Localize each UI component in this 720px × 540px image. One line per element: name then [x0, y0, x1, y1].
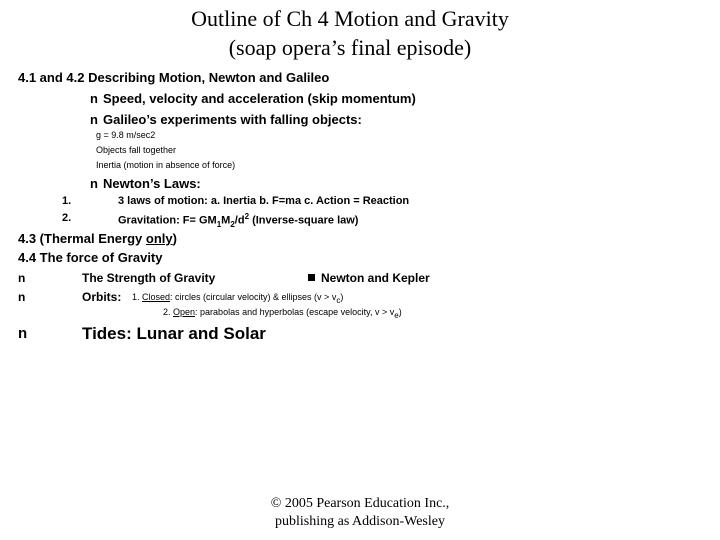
bullet-newton-laws — [90, 176, 201, 191]
bullet-speed-text: Speed, velocity and acceleration (skip momentum) — [103, 91, 416, 106]
bullet-icon-tides: n — [18, 325, 28, 342]
law-2-sub2: 2 — [230, 219, 235, 229]
orbit-open-sub: e — [394, 310, 399, 320]
slide-title-line2: (soap opera’s final episode) — [228, 35, 472, 60]
law-2-sup: 2 — [244, 212, 250, 221]
section-4-3-only: only — [145, 231, 173, 246]
law-2-m: M — [221, 214, 231, 227]
square-bullet-icon — [308, 274, 315, 281]
bullet-icon-strength: n — [18, 271, 26, 285]
orbit-closed-end: ) — [340, 292, 344, 302]
galileo-detail-2: Objects fall together — [96, 145, 177, 155]
orbit-open-end: ) — [398, 307, 402, 317]
law-2-text — [118, 212, 358, 229]
orbit-closed-sub: c — [336, 295, 341, 305]
bullet-icon: n — [90, 112, 98, 127]
bullet-galileo — [90, 112, 362, 127]
section-4-4-heading: 4.4 The force of Gravity — [18, 250, 163, 265]
law-number-1: 1. — [62, 195, 72, 207]
law-1-text: 3 laws of motion: a. Inertia b. F=ma c. Action = Reaction — [118, 195, 410, 207]
orbit-open-under: Open — [173, 307, 196, 317]
slide-title-line1: Outline of Ch 4 Motion and Gravity — [191, 6, 509, 31]
orbit-closed-prefix: 1. — [132, 292, 143, 302]
orbit-open-text — [163, 307, 402, 320]
section-4-3-heading — [18, 231, 177, 246]
orbit-open-body: : parabolas and hyperbolas (escape velocity, v > v — [195, 307, 395, 317]
orbit-open-prefix: 2. — [163, 307, 174, 317]
orbit-closed-body: : circles (circular velocity) & ellipses (v > v — [170, 292, 337, 302]
law-2-suffix: (Inverse-square law) — [249, 214, 359, 227]
orbits-label: Orbits: — [82, 290, 122, 304]
tides-text: Tides: Lunar and Solar — [82, 324, 266, 343]
bullet-galileo-text: Galileo’s experiments with falling objects: — [103, 112, 362, 127]
footer-copyright: © 2005 Pearson Education Inc., — [270, 496, 450, 511]
law-number-2: 2. — [62, 212, 72, 224]
bullet-icon: n — [90, 91, 98, 106]
strength-of-gravity-text: The Strength of Gravity — [82, 271, 216, 285]
newton-kepler-text: Newton and Kepler — [321, 271, 430, 285]
bullet-speed — [90, 91, 416, 106]
law-2-sub1: 1 — [216, 219, 222, 229]
footer-publisher: publishing as Addison-Wesley — [275, 514, 445, 529]
bullet-icon: n — [90, 176, 98, 191]
law-2-d: /d — [234, 214, 245, 227]
newton-kepler-item — [308, 271, 430, 285]
orbit-closed-text — [132, 292, 343, 305]
galileo-detail-1: g = 9.8 m/sec2 — [96, 130, 156, 140]
section-4-3-suffix: ) — [172, 231, 177, 246]
section-4-3-prefix: 4.3 (Thermal Energy — [18, 231, 146, 246]
section-4-1-heading: 4.1 and 4.2 Describing Motion, Newton and Galileo — [18, 70, 330, 85]
orbit-closed-under: Closed — [142, 292, 171, 302]
galileo-detail-3: Inertia (motion in absence of force) — [96, 160, 236, 170]
law-2-prefix: Gravitation: F= GM — [118, 214, 217, 227]
bullet-icon-orbits: n — [18, 290, 26, 304]
bullet-newton-laws-text: Newton’s Laws: — [103, 176, 201, 191]
